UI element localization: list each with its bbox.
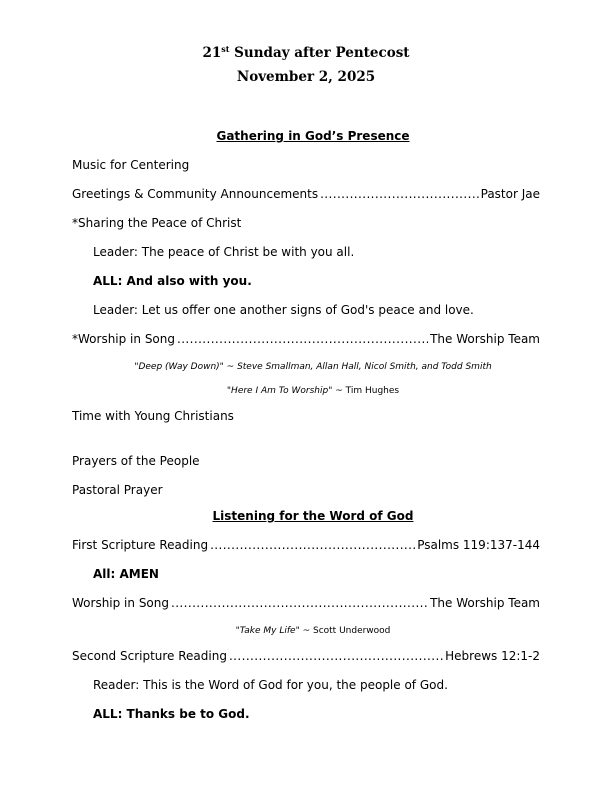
pastoral-prayer: Pastoral Prayer xyxy=(72,483,163,497)
peace-leader-line: Leader: The peace of Christ be with you all. xyxy=(93,245,355,259)
song-credit-2 xyxy=(0,386,612,396)
peace-leader-line-2: Leader: Let us offer one another signs of God's peace and love. xyxy=(93,303,474,317)
first-reading-label: First Scripture Reading xyxy=(72,538,209,552)
first-reading-row xyxy=(72,538,540,552)
page-title xyxy=(0,44,612,61)
worship-song-leader-2: The Worship Team xyxy=(430,596,540,610)
song-credit-3 xyxy=(0,626,612,636)
time-with-young-christians: Time with Young Christians xyxy=(72,409,234,423)
greetings-label: Greetings & Community Announcements xyxy=(72,187,319,201)
peace-response: ALL: And also with you. xyxy=(93,274,252,288)
service-date: November 2, 2025 xyxy=(236,69,376,85)
greetings-row xyxy=(72,187,540,201)
song-title-3: "Take My Life" xyxy=(235,626,300,636)
section-heading-gathering: Gathering in God’s Presence xyxy=(216,129,410,143)
title-number: 21 xyxy=(202,45,222,61)
second-reading-row xyxy=(72,649,540,663)
second-reading-label: Second Scripture Reading xyxy=(72,649,227,663)
song-title-1: "Deep (Way Down)" ~ Steve Smallman, Allan Hall, Nicol Smith, and Todd Smith xyxy=(134,362,492,372)
prayers-of-the-people: Prayers of the People xyxy=(72,454,200,468)
music-for-centering: Music for Centering xyxy=(72,158,190,172)
song-author-2: ~ Tim Hughes xyxy=(332,386,400,396)
worship-song-row-2 xyxy=(72,596,540,610)
title-text: Sunday after Pentecost xyxy=(229,45,410,61)
title-ordinal: st xyxy=(221,44,230,54)
dot-leader xyxy=(229,649,443,663)
song-author-3: ~ Scott Underwood xyxy=(299,626,391,636)
dot-leader xyxy=(171,596,428,610)
reader-line: Reader: This is the Word of God for you, the people of God. xyxy=(93,678,448,692)
worship-song-row-1 xyxy=(72,332,540,346)
worship-song-leader-1: The Worship Team xyxy=(430,332,540,346)
worship-song-label-1: *Worship in Song xyxy=(72,332,175,346)
section-heading-listening: Listening for the Word of God xyxy=(212,509,414,523)
sharing-peace-label: *Sharing the Peace of Christ xyxy=(72,216,242,230)
amen-response: All: AMEN xyxy=(93,567,159,581)
dot-leader xyxy=(177,332,428,346)
second-reading-reference: Hebrews 12:1-2 xyxy=(445,649,540,663)
dot-leader xyxy=(320,187,479,201)
greetings-leader: Pastor Jae xyxy=(480,187,540,201)
first-reading-reference: Psalms 119:137-144 xyxy=(417,538,540,552)
dot-leader xyxy=(210,538,415,552)
song-credit-1 xyxy=(0,362,612,372)
song-title-2: "Here I Am To Worship" xyxy=(226,386,333,396)
worship-song-label-2: Worship in Song xyxy=(72,596,169,610)
thanks-response: ALL: Thanks be to God. xyxy=(93,707,250,721)
